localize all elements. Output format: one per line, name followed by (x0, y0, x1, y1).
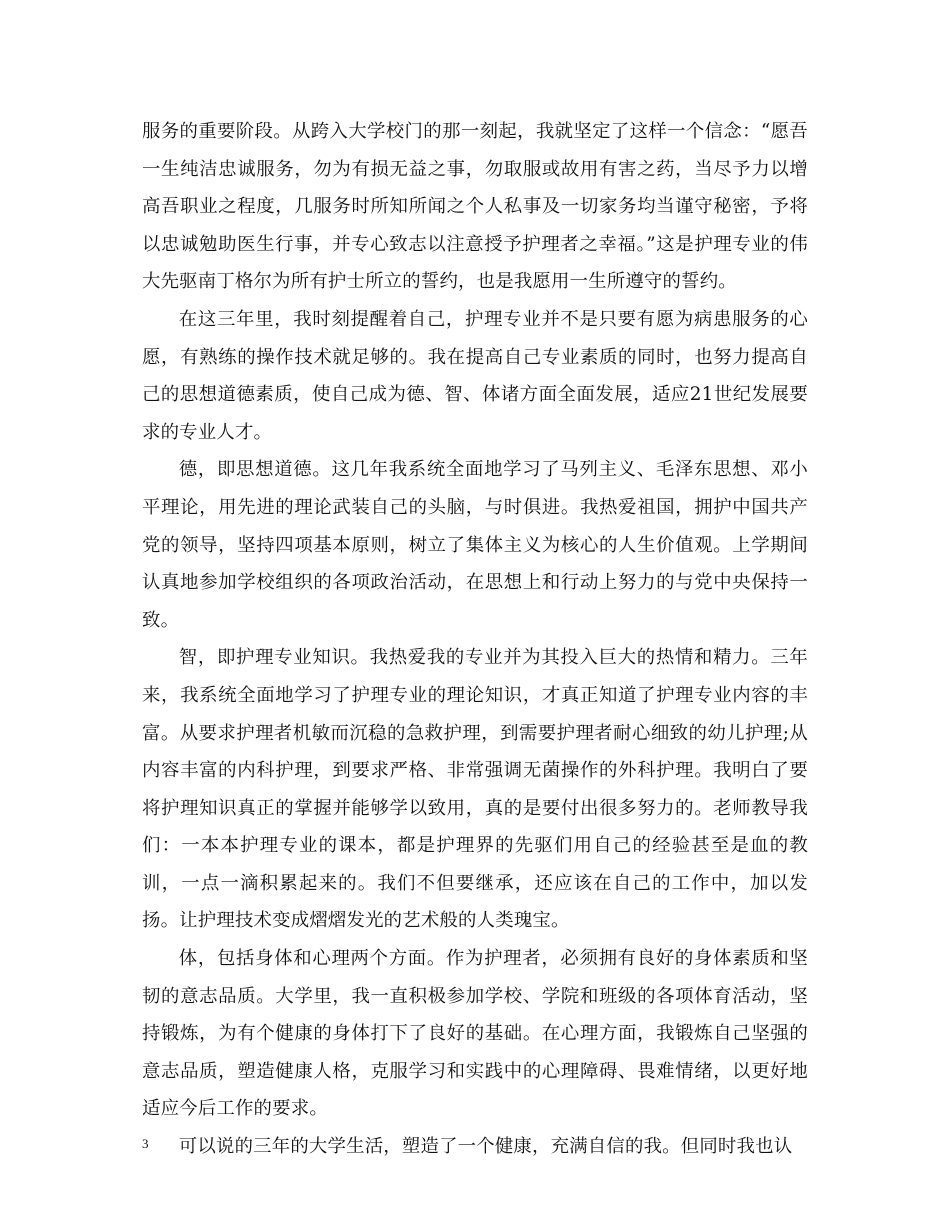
paragraph-oath: 服务的重要阶段。从跨入大学校门的那一刻起，我就坚定了这样一个信念：“愿吾一生纯洁忠诚服务，勿为有损无益之事，勿取服或故用有害之药，当尽予力以增高吾职业之程度，几服务时所知所闻之个人私事及一切家务均当谨守秘密，予将以忠诚勉助医生行事，并专心致志以注意授予护理者之幸福。”这是护理专业的伟大先驱南丁格尔为所有护士所立的誓约，也是我愿用一生所遵守的誓约。 (142, 121, 808, 293)
paragraph-three-years: 在这三年里，我时刻提醒着自己，护理专业并不是只要有愿为病患服务的心愿，有熟练的操作技术就足够的。我在提高自己专业素质的同时，也努力提高自己的思想道德素质，使自己成为德、智、体诸方面全面发展，适应21世纪发展要求的专业人才。 (142, 308, 808, 443)
body-text (142, 113, 808, 1166)
paragraph-physical: 体，包括身体和心理两个方面。作为护理者，必须拥有良好的身体素质和坚韧的意志品质。大学里，我一直积极参加学校、学院和班级的各项体育活动，坚持锻炼，为有个健康的身体打下了良好的基础。在心理方面，我锻炼自己坚强的意志品质，塑造健康人格，克服学习和实践中的心理障碍、畏难情绪，以更好地适应今后工作的要求。 (142, 948, 808, 1120)
paragraph-conclusion: 可以说的三年的大学生活，塑造了一个健康，充满自信的我。但同时我也认 (178, 1136, 793, 1158)
paragraph-morality: 德，即思想道德。这几年我系统全面地学习了马列主义、毛泽东思想、邓小平理论，用先进的理论武装自己的头脑，与时俱进。我热爱祖国，拥护中国共产党的领导，坚持四项基本原则，树立了集体主义为核心的人生价值观。上学期间认真地参加学校组织的各项政治活动，在思想上和行动上努力的与党中央保持一致。 (142, 459, 808, 631)
paragraph-knowledge: 智，即护理专业知识。我热爱我的专业并为其投入巨大的热情和精力。三年来，我系统全面地学习了护理专业的理论知识，才真正知道了护理专业内容的丰富。从要求护理者机敏而沉稳的急救护理，到需要护理者耐心细致的幼儿护理;从内容丰富的内科护理，到要求严格、非常强调无菌操作的外科护理。我明白了要将护理知识真正的掌握并能够学以致用，真的是要付出很多努力的。老师教导我们：一本本护理专业的课本，都是护理界的先驱们用自己的经验甚至是血的教训，一点一滴积累起来的。我们不但要继承，还应该在自己的工作中，加以发扬。让护理技术变成熠熠发光的艺术般的人类瑰宝。 (142, 647, 808, 932)
page-number: 3 (142, 1136, 149, 1151)
